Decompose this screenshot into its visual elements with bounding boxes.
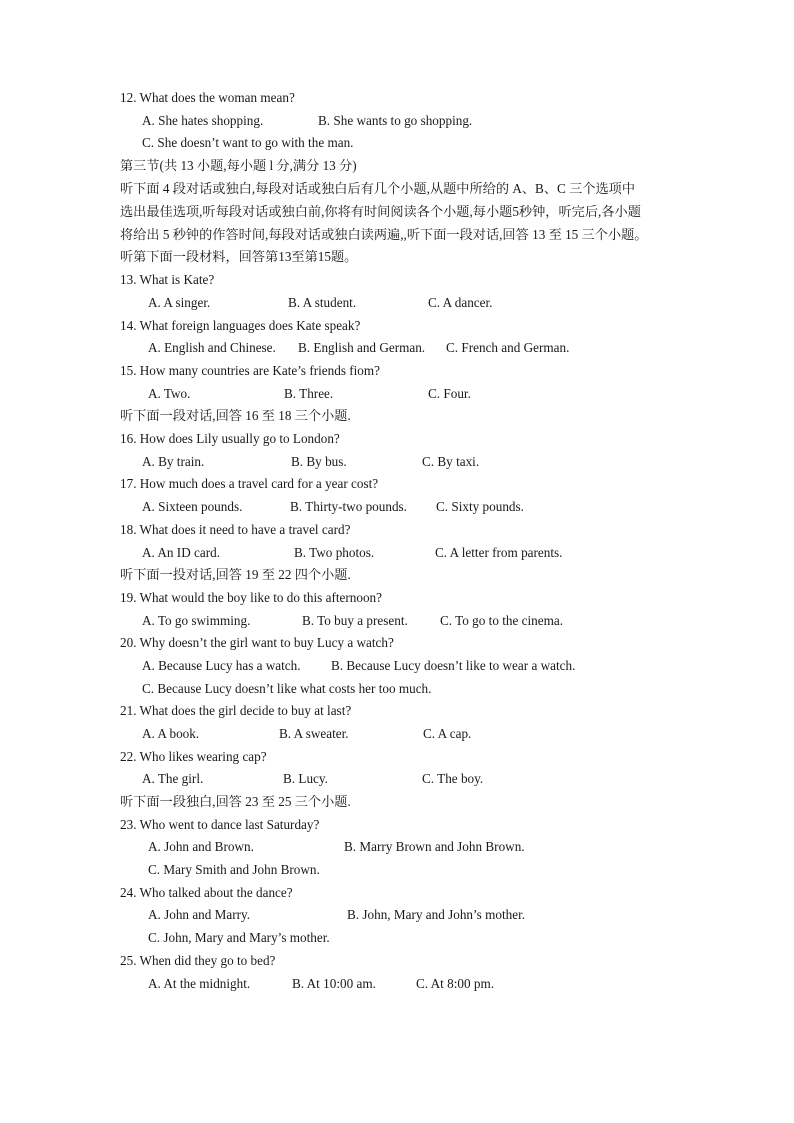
q14-option-c: C. French and German.	[446, 340, 570, 355]
q20-option-c: C. Because Lucy doesn’t like what costs her too much.	[142, 681, 432, 696]
q24-option-b: B. John, Mary and John’s mother.	[347, 907, 526, 922]
q18-option-b: B. Two photos.	[294, 545, 375, 560]
q16-option-b: B. By bus.	[291, 454, 347, 469]
q17-option-c: C. Sixty pounds.	[436, 499, 524, 514]
section-3-instructions-line-3: 将给出 5 秒钟的作答时间,每段对话或独白读两遍,,听下面一段对话,回答 13 至 15 三个小题。	[120, 227, 648, 242]
question-12: 12. What does the woman mean?	[120, 90, 295, 105]
section-3-instructions-line-1: 听下面 4 段对话或独白,每段对话或独白后有几个小题,从题中所给的 A、B、C 三个选项中	[120, 181, 636, 196]
question-25: 25. When did they go to bed?	[120, 953, 276, 968]
q15-option-b: B. Three.	[284, 386, 334, 401]
group-4-intro: 听下面一段独白,回答 23 至 25 三个小题.	[120, 794, 351, 809]
q16-option-c: C. By taxi.	[422, 454, 480, 469]
question-24: 24. Who talked about the dance?	[120, 885, 293, 900]
q21-option-a: A. A book.	[142, 726, 200, 741]
q24-option-a: A. John and Marry.	[148, 907, 251, 922]
q15-option-c: C. Four.	[428, 386, 471, 401]
q12-option-b: B. She wants to go shopping.	[318, 113, 473, 128]
q18-option-a: A. An ID card.	[142, 545, 221, 560]
q17-option-b: B. Thirty-two pounds.	[290, 499, 407, 514]
q13-option-b: B. A student.	[288, 295, 357, 310]
q22-option-c: C. The boy.	[422, 771, 484, 786]
section-3-heading: 第三节(共 13 小题,每小题 l 分,满分 13 分)	[120, 158, 357, 173]
q21-option-c: C. A cap.	[423, 726, 472, 741]
group-3-intro: 听下面一投对话,回答 19 至 22 四个小题.	[120, 567, 351, 582]
question-15: 15. How many countries are Kate’s friends fiom?	[120, 363, 381, 378]
question-21: 21. What does the girl decide to buy at last?	[120, 703, 352, 718]
question-20: 20. Why doesn’t the girl want to buy Lucy a watch?	[120, 635, 394, 650]
q23-option-a: A. John and Brown.	[148, 839, 254, 854]
q18-option-c: C. A letter from parents.	[435, 545, 563, 560]
q25-option-b: B. At 10:00 am.	[292, 976, 376, 991]
group-2-intro: 听下面一段对话,回答 16 至 18 三个小题.	[120, 408, 351, 423]
q17-option-a: A. Sixteen pounds.	[142, 499, 243, 514]
section-3-instructions-line-4: 听第下面一段材料，回答第13至第15题。	[120, 249, 358, 264]
q19-option-b: B. To buy a present.	[302, 613, 408, 628]
q16-option-a: A. By train.	[142, 454, 205, 469]
q22-option-a: A. The girl.	[142, 771, 204, 786]
question-23: 23. Who went to dance last Saturday?	[120, 817, 320, 832]
section-3-instructions-line-2: 选出最佳选项,听每段对话或独白前,你将有时间阅读各个小题,每小题5秒钟，听完后,各小题	[120, 204, 641, 219]
q12-option-a: A. She hates shopping.	[142, 113, 264, 128]
q22-option-b: B. Lucy.	[283, 771, 328, 786]
question-18: 18. What does it need to have a travel card?	[120, 522, 351, 537]
q25-option-c: C. At 8:00 pm.	[416, 976, 495, 991]
question-16: 16. How does Lily usually go to London?	[120, 431, 340, 446]
q15-option-a: A. Two.	[148, 386, 191, 401]
q20-option-a: A. Because Lucy has a watch.	[142, 658, 301, 673]
q14-option-b: B. English and German.	[298, 340, 426, 355]
q19-option-c: C. To go to the cinema.	[440, 613, 563, 628]
q13-option-c: C. A dancer.	[428, 295, 493, 310]
q25-option-a: A. At the midnight.	[148, 976, 251, 991]
question-19: 19. What would the boy like to do this afternoon?	[120, 590, 382, 605]
q24-option-c: C. John, Mary and Mary’s mother.	[148, 930, 330, 945]
q23-option-b: B. Marry Brown and John Brown.	[344, 839, 525, 854]
q23-option-c: C. Mary Smith and John Brown.	[148, 862, 320, 877]
q14-option-a: A. English and Chinese.	[148, 340, 276, 355]
question-17: 17. How much does a travel card for a year cost?	[120, 476, 379, 491]
q20-option-b: B. Because Lucy doesn’t like to wear a watch.	[331, 658, 576, 673]
q19-option-a: A. To go swimming.	[142, 613, 251, 628]
question-13: 13. What is Kate?	[120, 272, 215, 287]
q13-option-a: A. A singer.	[148, 295, 211, 310]
q12-option-c: C. She doesn’t want to go with the man.	[142, 135, 354, 150]
question-22: 22. Who likes wearing cap?	[120, 749, 267, 764]
q21-option-b: B. A sweater.	[279, 726, 349, 741]
question-14: 14. What foreign languages does Kate speak?	[120, 318, 361, 333]
